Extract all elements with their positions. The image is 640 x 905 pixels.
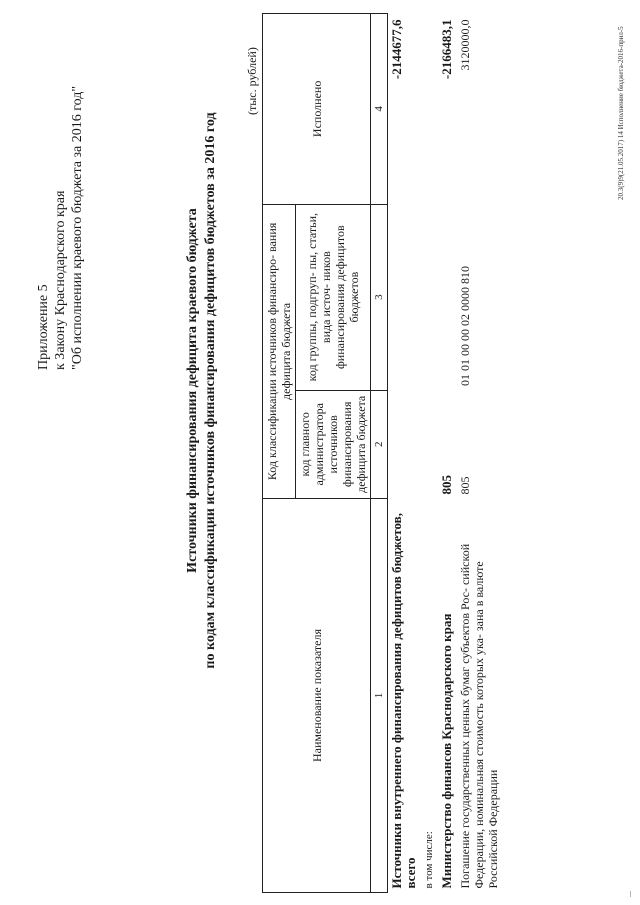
row-name: Министерство финансов Краснодарского края [439, 613, 454, 889]
header-classification: Код классификации источников финансиро- вания дефицита бюджета [263, 204, 296, 498]
footer-file-stamp: 20.3(9)9(21.05.2017) 14 Исполнение бюджета-2016-прил-5 [617, 26, 625, 200]
table-row [388, 14, 421, 893]
row-admin: 805 [458, 476, 472, 495]
header-admin-code: код главного администратора источников финансирования дефицита бюджета [296, 390, 371, 499]
appendix-line-1: Приложение 5 [36, 284, 51, 370]
page-marker: ... [624, 891, 633, 897]
row-code [420, 204, 438, 390]
row-admin [420, 390, 438, 499]
row-name: Источники внутреннего финансирования дефицитов бюджетов, всего [389, 513, 418, 889]
row-code [388, 204, 421, 390]
sources-table [262, 13, 502, 893]
row-value: -2144677,6 [389, 19, 404, 80]
col-number-3: 3 [371, 204, 388, 390]
appendix-line-3: "Об исполнении краевого бюджета за 2016 год" [70, 85, 85, 370]
row-admin: 805 [439, 475, 454, 495]
col-number-4: 4 [371, 14, 388, 205]
document-title: Источники финансирования дефицита краевого бюджета [185, 208, 200, 573]
appendix-block [35, 10, 86, 370]
header-executed: Исполнено [263, 14, 371, 205]
header-group-code: код группы, подгруп- пы, статьи, вида источ- ников финансирования дефицитов бюджетов [296, 204, 371, 390]
row-value [420, 14, 438, 205]
col-number-2: 2 [371, 390, 388, 499]
row-code: 01 01 00 00 02 0000 810 [458, 266, 472, 387]
row-value: 3120000,0 [458, 19, 472, 71]
col-number-1: 1 [371, 499, 388, 893]
table-row [420, 14, 438, 893]
row-code [438, 204, 456, 390]
row-value: -2166483,1 [439, 19, 454, 80]
row-name: в том числе: [423, 831, 435, 889]
header-name: Наименование показателя [263, 499, 371, 893]
units-label: (тыс. рублей) [245, 47, 259, 115]
document-subtitle: по кодам классификации источников финансирования дефицитов бюджетов за 2016 год [203, 112, 218, 669]
row-name: Погашение государственных ценных бумаг субъектов Рос- сийской Федерации, номинальная стоимость которых ука- зана в валюте Российской Федерации [458, 543, 500, 889]
appendix-line-2: к Закону Краснодарского края [53, 190, 68, 370]
table-row [438, 14, 456, 893]
table-row [456, 14, 502, 893]
row-admin [388, 390, 421, 499]
